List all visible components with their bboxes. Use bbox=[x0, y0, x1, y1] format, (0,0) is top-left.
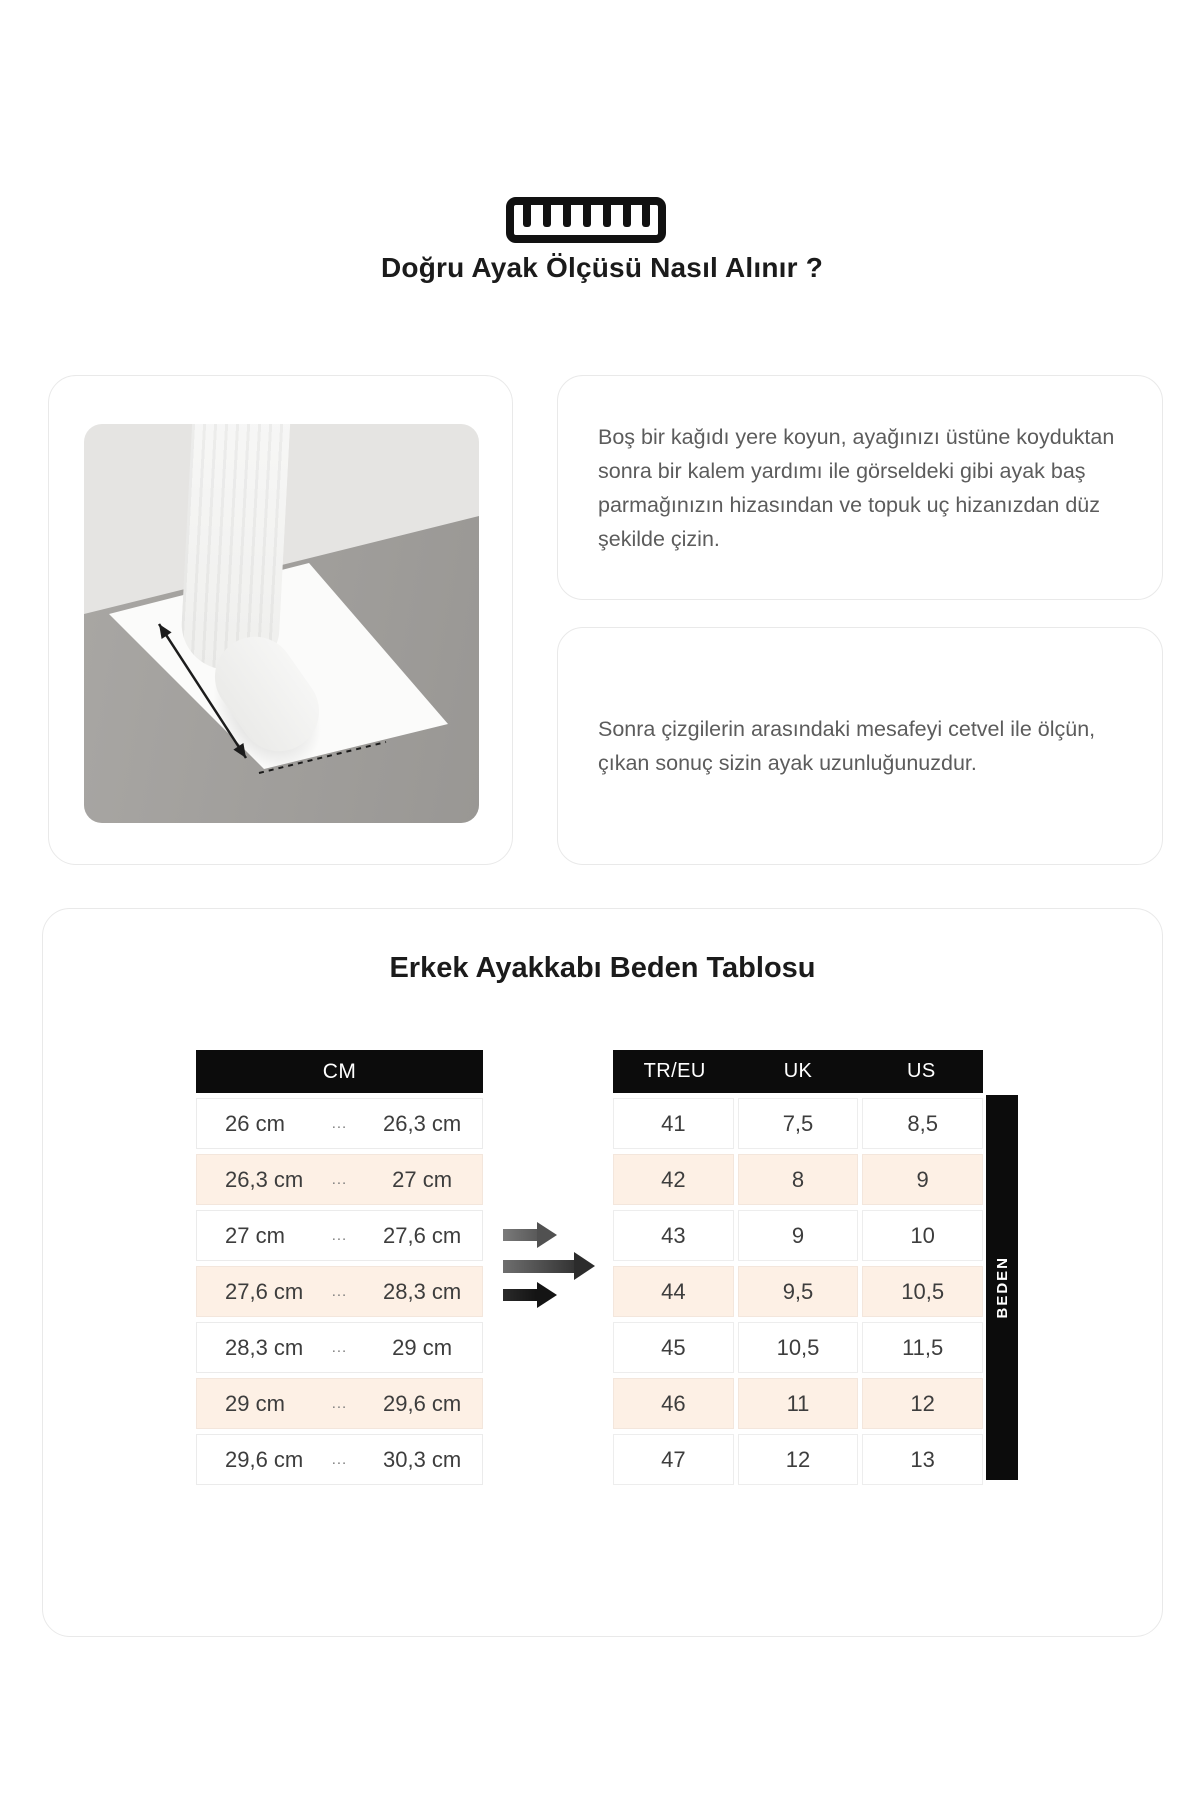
cm-high-value: 27 cm bbox=[392, 1166, 453, 1192]
ruler-tick bbox=[623, 205, 631, 227]
cm-separator: ... bbox=[331, 1339, 348, 1356]
ruler-tick bbox=[543, 205, 551, 227]
cm-high-value: 30,3 cm bbox=[382, 1446, 462, 1472]
cm-high-value: 29,6 cm bbox=[382, 1390, 462, 1416]
cm-low-value: 27 cm bbox=[225, 1222, 285, 1248]
cm-table-row bbox=[196, 1434, 483, 1485]
intl-table-header bbox=[613, 1050, 983, 1093]
cm-table-body bbox=[196, 1098, 483, 1485]
cm-table-row bbox=[196, 1154, 483, 1205]
cm-low-value: 26 cm bbox=[225, 1110, 285, 1136]
ruler-tick bbox=[523, 205, 531, 227]
cm-high-value: 26,3 cm bbox=[382, 1110, 462, 1136]
instruction-card-1 bbox=[557, 375, 1163, 600]
measurement-arrow bbox=[84, 424, 479, 823]
cm-low-value: 26,3 cm bbox=[225, 1166, 304, 1192]
intl-cell-uk: 8 bbox=[738, 1154, 859, 1205]
ruler-tick bbox=[563, 205, 571, 227]
intl-cell-us: 8,5 bbox=[862, 1098, 983, 1149]
intl-cell-uk: 9 bbox=[738, 1210, 859, 1261]
intl-cell-uk: 12 bbox=[738, 1434, 859, 1485]
intl-header-uk: UK bbox=[783, 1060, 813, 1082]
measurement-photo-card bbox=[48, 375, 513, 865]
instruction-text-2: Sonra çizgilerin arasındaki mesafeyi cetvel ile ölçün, çıkan sonuç sizin ayak uzunluğunuzdur. bbox=[598, 717, 1096, 775]
intl-cell-tr-eu: 45 bbox=[613, 1322, 734, 1373]
intl-size-table bbox=[613, 1050, 983, 1485]
cm-separator: ... bbox=[331, 1451, 348, 1468]
dashed-toe-line bbox=[259, 742, 386, 773]
cm-table-row bbox=[196, 1322, 483, 1373]
cm-low-value: 28,3 cm bbox=[225, 1334, 304, 1360]
foot-measurement-photo bbox=[84, 424, 479, 823]
cm-high-value: 27,6 cm bbox=[382, 1222, 462, 1248]
intl-table-row bbox=[613, 1098, 983, 1149]
intl-cell-tr-eu: 44 bbox=[613, 1266, 734, 1317]
intl-cell-uk: 10,5 bbox=[738, 1322, 859, 1373]
intl-cell-uk: 9,5 bbox=[738, 1266, 859, 1317]
cm-separator: ... bbox=[331, 1227, 348, 1244]
cm-table bbox=[196, 1050, 483, 1485]
cm-separator: ... bbox=[331, 1283, 348, 1300]
ruler-icon bbox=[506, 197, 666, 243]
page-title: Doğru Ayak Ölçüsü Nasıl Alınır ? bbox=[380, 252, 824, 283]
intl-header-tr-eu: TR/EU bbox=[643, 1060, 706, 1082]
cm-low-value: 29 cm bbox=[225, 1390, 285, 1416]
intl-cell-us: 9 bbox=[862, 1154, 983, 1205]
cm-low-value: 29,6 cm bbox=[225, 1446, 304, 1472]
intl-cell-uk: 11 bbox=[738, 1378, 859, 1429]
size-table-title: Erkek Ayakkabı Beden Tablosu bbox=[389, 952, 816, 984]
cm-high-value: 29 cm bbox=[392, 1334, 453, 1360]
intl-cell-uk: 7,5 bbox=[738, 1098, 859, 1149]
intl-table-row bbox=[613, 1322, 983, 1373]
intl-table-body bbox=[613, 1098, 983, 1485]
ruler-tick bbox=[642, 205, 650, 227]
intl-table-row bbox=[613, 1378, 983, 1429]
ruler-tick bbox=[583, 205, 591, 227]
intl-cell-us: 11,5 bbox=[862, 1322, 983, 1373]
cm-high-value: 28,3 cm bbox=[382, 1278, 462, 1304]
intl-cell-tr-eu: 46 bbox=[613, 1378, 734, 1429]
beden-side-label bbox=[986, 1095, 1018, 1480]
intl-table-row bbox=[613, 1266, 983, 1317]
intl-cell-tr-eu: 41 bbox=[613, 1098, 734, 1149]
intl-cell-us: 10 bbox=[862, 1210, 983, 1261]
intl-table-row bbox=[613, 1154, 983, 1205]
cm-table-row bbox=[196, 1378, 483, 1429]
intl-table-row bbox=[613, 1210, 983, 1261]
intl-table-row bbox=[613, 1434, 983, 1485]
intl-header-us: US bbox=[907, 1060, 936, 1082]
intl-cell-tr-eu: 43 bbox=[613, 1210, 734, 1261]
intl-cell-us: 13 bbox=[862, 1434, 983, 1485]
cm-table-row bbox=[196, 1210, 483, 1261]
instruction-card-2 bbox=[557, 627, 1163, 865]
cm-low-value: 27,6 cm bbox=[225, 1278, 304, 1304]
cm-table-row bbox=[196, 1266, 483, 1317]
cm-table-row bbox=[196, 1098, 483, 1149]
instruction-text-1: Boş bir kağıdı yere koyun, ayağınızı üstüne koyduktan sonra bir kalem yardımı ile görseldeki gibi ayak baş parmağınızın hizasından ve topuk uç hizanızdan düz şekilde çizin. bbox=[598, 424, 1115, 551]
cm-table-header: CM bbox=[196, 1050, 483, 1093]
cm-separator: ... bbox=[331, 1115, 348, 1132]
intl-cell-tr-eu: 47 bbox=[613, 1434, 734, 1485]
cm-separator: ... bbox=[331, 1395, 348, 1412]
cm-separator: ... bbox=[331, 1171, 348, 1188]
intl-cell-us: 12 bbox=[862, 1378, 983, 1429]
beden-label-text: BEDEN bbox=[993, 1256, 1011, 1319]
intl-cell-us: 10,5 bbox=[862, 1266, 983, 1317]
ruler-tick bbox=[603, 205, 611, 227]
intl-cell-tr-eu: 42 bbox=[613, 1154, 734, 1205]
